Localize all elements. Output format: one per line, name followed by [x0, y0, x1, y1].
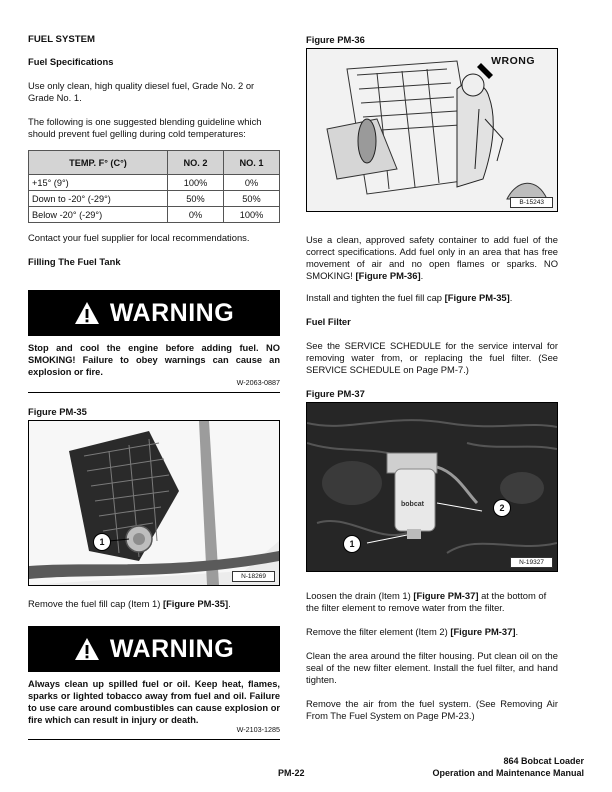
- table-header: NO. 2: [168, 151, 224, 175]
- remove-cap-text: Remove the fuel fill cap (Item 1) [Figure PM-35].: [28, 598, 231, 609]
- divider: [28, 392, 280, 393]
- warning-text: Always clean up spilled fuel or oil. Keep heat, flames, sparks or lighted tobacco away from fuel and oil. Failure to use care around combustibles can cause explosion or fire which can result in injury or death.: [28, 679, 280, 725]
- fuel-spec-text: Use only clean, high quality diesel fuel, Grade No. 2 or Grade No. 1.: [28, 80, 255, 103]
- figure-pm37: [306, 402, 558, 572]
- section-title: FUEL SYSTEM: [28, 34, 95, 45]
- filling-heading: Filling The Fuel Tank: [28, 256, 121, 267]
- figure-code: B-15243: [510, 197, 553, 208]
- figure-code: N-19327: [510, 557, 553, 568]
- table-cell: Below -20° (-29°): [29, 207, 168, 223]
- callout-2: 2: [493, 499, 511, 517]
- warning-banner: [28, 290, 280, 336]
- figure-pm35: [28, 420, 280, 586]
- remove-filter-text: Remove the filter element (Item 2) [Figure PM-37].: [306, 626, 519, 637]
- blend-text: The following is one suggested blending guideline which should prevent fuel gelling during cold temperatures:: [28, 116, 262, 139]
- warning-label: WARNING: [109, 635, 235, 663]
- table-cell: 0%: [168, 207, 224, 223]
- wrong-stamp: WRONG: [491, 55, 535, 67]
- table-header: NO. 1: [224, 151, 280, 175]
- figure-pm36: [306, 48, 558, 212]
- warning-code: W-2063-0887: [236, 378, 280, 387]
- table-cell: 50%: [224, 191, 280, 207]
- footer-model: 864 Bobcat Loader: [503, 756, 584, 766]
- figure-title: Figure PM-36: [306, 34, 365, 45]
- filter-brand: bobcat: [401, 501, 424, 508]
- table-row: [29, 207, 280, 223]
- figure-code: N-18269: [232, 571, 275, 582]
- table-header-row: [29, 151, 280, 175]
- figure-title: Figure PM-35: [28, 406, 87, 417]
- warning-code: W-2103-1285: [236, 725, 280, 734]
- install-cap-text: Install and tighten the fuel fill cap [Figure PM-35].: [306, 292, 513, 303]
- warning-label: WARNING: [109, 299, 235, 327]
- table-cell: Down to -20° (-29°): [29, 191, 168, 207]
- fuel-filter-heading: Fuel Filter: [306, 316, 351, 327]
- table-cell: 100%: [168, 175, 224, 191]
- fuel-spec-heading: Fuel Specifications: [28, 56, 114, 67]
- warning-text: Stop and cool the engine before adding fuel. NO SMOKING! Failure to obey warnings can cause an explosion or fire.: [28, 343, 280, 377]
- fuel-blend-table: [28, 150, 280, 223]
- table-cell: 0%: [224, 175, 280, 191]
- contact-text: Contact your fuel supplier for local recommendations.: [28, 232, 250, 243]
- warning-triangle-icon: [74, 301, 100, 325]
- table-cell: 50%: [168, 191, 224, 207]
- page-number: PM-22: [278, 768, 305, 778]
- refuel-wrong-illustration: [307, 49, 557, 211]
- table-cell: +15° (9°): [29, 175, 168, 191]
- table-row: [29, 191, 280, 207]
- remove-air-text: Remove the air from the fuel system. (See Removing Air From The Fuel System on Page PM-23.): [306, 698, 558, 721]
- clean-text: Clean the area around the filter housing. Put clean oil on the seal of the new filter element. Install the fuel filter, and hand tighten.: [306, 650, 558, 685]
- footer-manual: Operation and Maintenance Manual: [432, 768, 584, 778]
- callout-1: 1: [343, 535, 361, 553]
- warning-triangle-icon: [74, 637, 100, 661]
- table-row: [29, 175, 280, 191]
- drain-text: Loosen the drain (Item 1) [Figure PM-37] at the bottom of the filter element to remove water from the filter.: [306, 590, 547, 613]
- callout-1: 1: [93, 533, 111, 551]
- filter-text: See the SERVICE SCHEDULE for the service interval for removing water from, or replacing the fuel filter. (See SERVICE SCHEDULE on Page PM-7.): [306, 340, 558, 375]
- fuel-cap-illustration: [29, 421, 279, 585]
- table-cell: 100%: [224, 207, 280, 223]
- container-text: Use a clean, approved safety container to add fuel of the correct specifications. Add fuel only in an area that has free movement of air and no open flames or sparks. NO SMOKING! [Figure PM-36].: [306, 234, 558, 281]
- figure-title: Figure PM-37: [306, 388, 365, 399]
- warning-banner: [28, 626, 280, 672]
- table-header: TEMP. F° (C°): [29, 151, 168, 175]
- divider: [28, 739, 280, 740]
